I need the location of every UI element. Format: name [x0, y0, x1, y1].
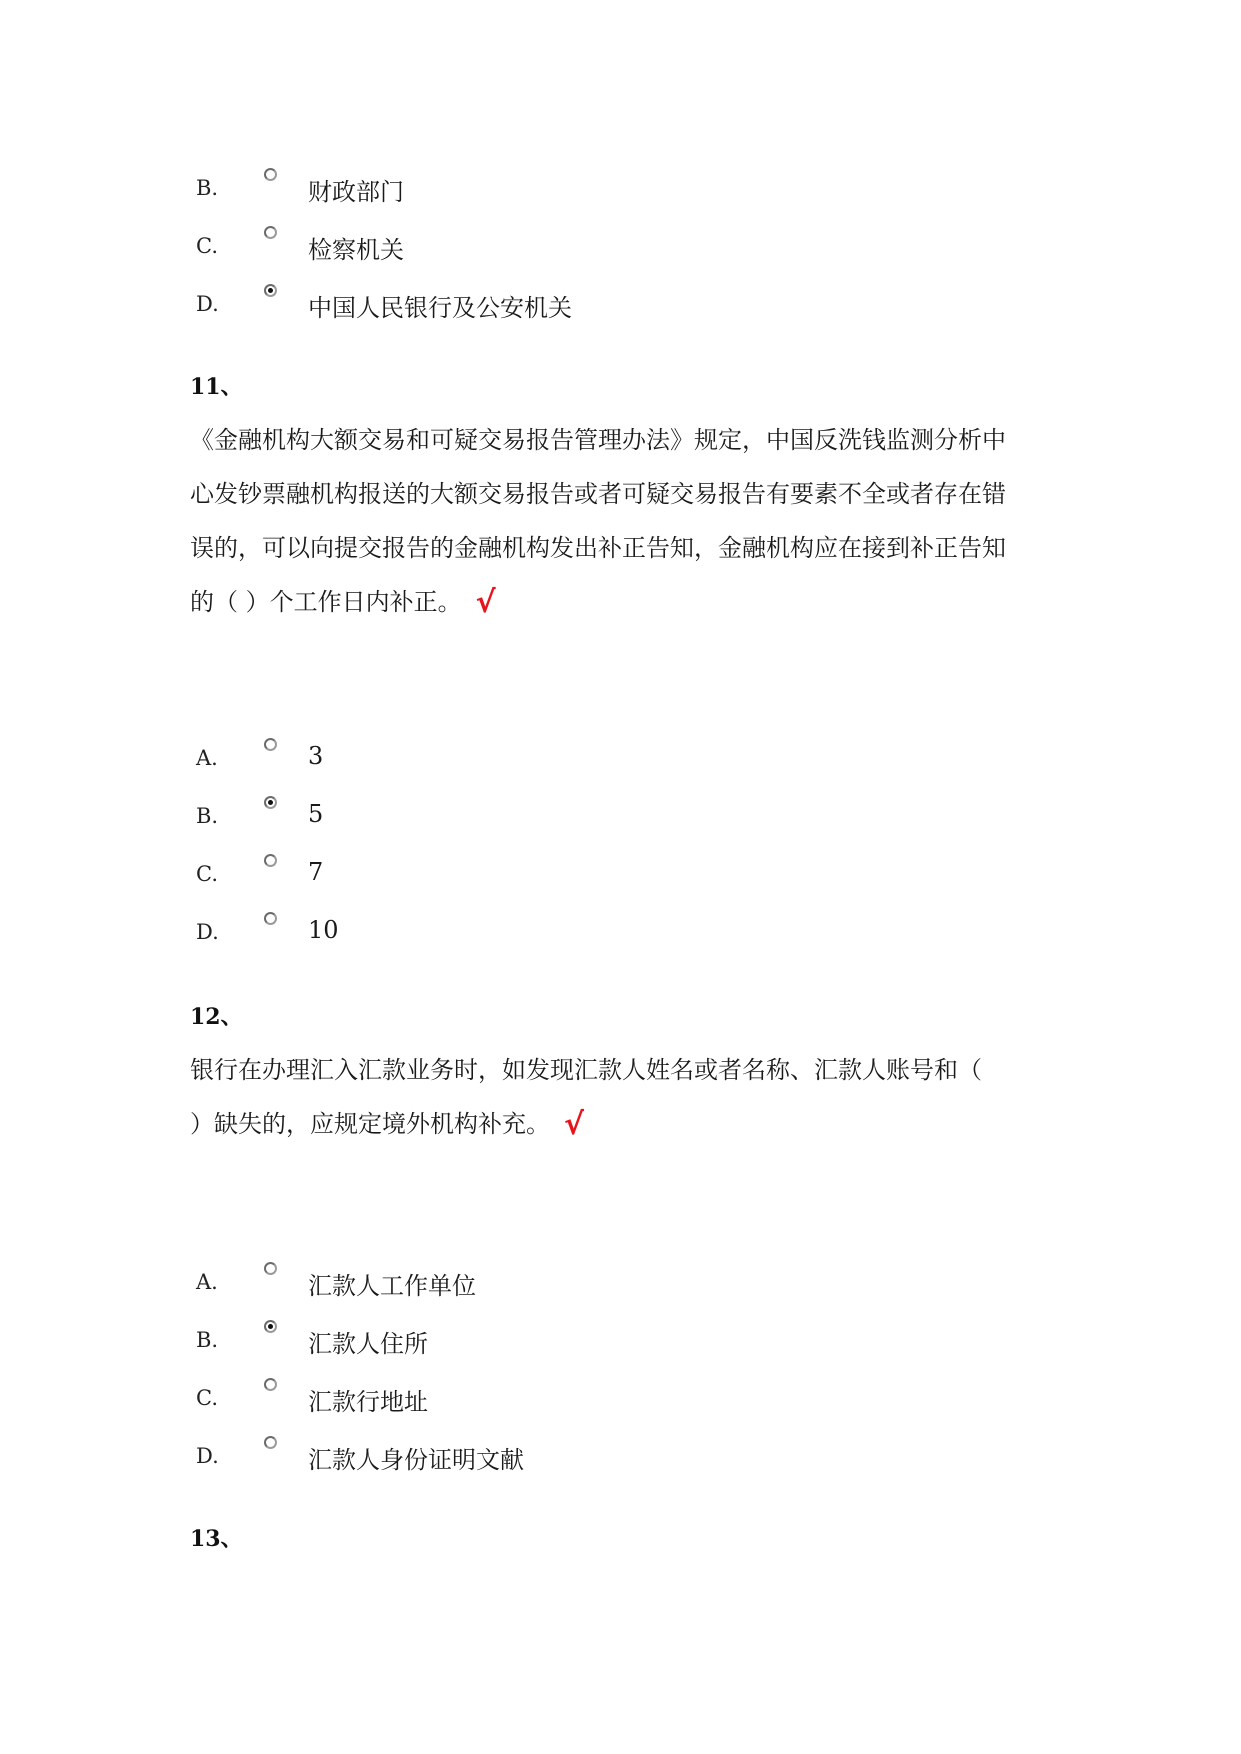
q12-option-a[interactable]	[196, 1262, 1096, 1302]
option-text: 汇款行地址	[308, 1388, 428, 1416]
option-text: 汇款人住所	[308, 1330, 428, 1358]
question-number: 13、	[190, 1526, 243, 1552]
radio-button-unchecked[interactable]	[264, 738, 277, 751]
q11-option-a[interactable]	[196, 738, 1096, 778]
question-text-line: 的（ ）个工作日内补正。	[190, 588, 462, 616]
radio-button-checked[interactable]	[264, 796, 277, 809]
option-letter: C.	[196, 862, 218, 886]
question-text-last-line	[190, 582, 496, 618]
option-letter: C.	[196, 1386, 218, 1410]
q10-option-b[interactable]	[196, 168, 1096, 208]
option-letter: B.	[196, 176, 219, 200]
option-letter: A.	[196, 746, 218, 770]
option-letter: B.	[196, 804, 219, 828]
question-text-line: 银行在办理汇入汇款业务时，如发现汇款人姓名或者名称、汇款人账号和（	[190, 1056, 982, 1084]
question-text-line: 误的，可以向提交报告的金融机构发出补正告知，金融机构应在接到补正告知	[190, 534, 1006, 562]
option-letter: A.	[196, 1270, 218, 1294]
correct-check-icon: √	[564, 1107, 585, 1142]
q11-option-d[interactable]	[196, 912, 1096, 952]
option-text: 7	[308, 858, 324, 886]
radio-button-unchecked[interactable]	[264, 1378, 277, 1391]
option-letter: D.	[196, 292, 219, 316]
option-text: 财政部门	[308, 178, 404, 206]
q11-option-c[interactable]	[196, 854, 1096, 894]
option-text: 汇款人身份证明文献	[308, 1446, 524, 1474]
radio-button-checked[interactable]	[264, 1320, 277, 1333]
radio-button-unchecked[interactable]	[264, 168, 277, 181]
q12-option-d[interactable]	[196, 1436, 1096, 1476]
q11-option-b[interactable]	[196, 796, 1096, 836]
correct-check-icon: √	[475, 585, 496, 620]
option-letter: D.	[196, 1444, 219, 1468]
radio-button-checked[interactable]	[264, 284, 277, 297]
question-number: 11、	[190, 374, 243, 400]
option-letter: B.	[196, 1328, 219, 1352]
q12-option-c[interactable]	[196, 1378, 1096, 1418]
radio-button-unchecked[interactable]	[264, 226, 277, 239]
option-text: 中国人民银行及公安机关	[308, 294, 572, 322]
question-text-last-line	[190, 1104, 584, 1140]
question-number: 12、	[190, 1004, 243, 1030]
question-text-line: 心发钞票融机构报送的大额交易报告或者可疑交易报告有要素不全或者存在错	[190, 480, 1006, 508]
question-text-line: 《金融机构大额交易和可疑交易报告管理办法》规定，中国反洗钱监测分析中	[190, 426, 1006, 454]
radio-button-unchecked[interactable]	[264, 854, 277, 867]
q12-option-b[interactable]	[196, 1320, 1096, 1360]
option-letter: C.	[196, 234, 218, 258]
option-text: 5	[308, 800, 324, 828]
q10-option-d[interactable]	[196, 284, 1096, 324]
option-letter: D.	[196, 920, 219, 944]
option-text: 检察机关	[308, 236, 404, 264]
q10-option-c[interactable]	[196, 226, 1096, 266]
radio-button-unchecked[interactable]	[264, 1262, 277, 1275]
radio-button-unchecked[interactable]	[264, 1436, 277, 1449]
radio-button-unchecked[interactable]	[264, 912, 277, 925]
option-text: 10	[308, 916, 339, 944]
question-text-line: ）缺失的，应规定境外机构补充。	[190, 1110, 550, 1138]
option-text: 汇款人工作单位	[308, 1272, 476, 1300]
option-text: 3	[308, 742, 324, 770]
